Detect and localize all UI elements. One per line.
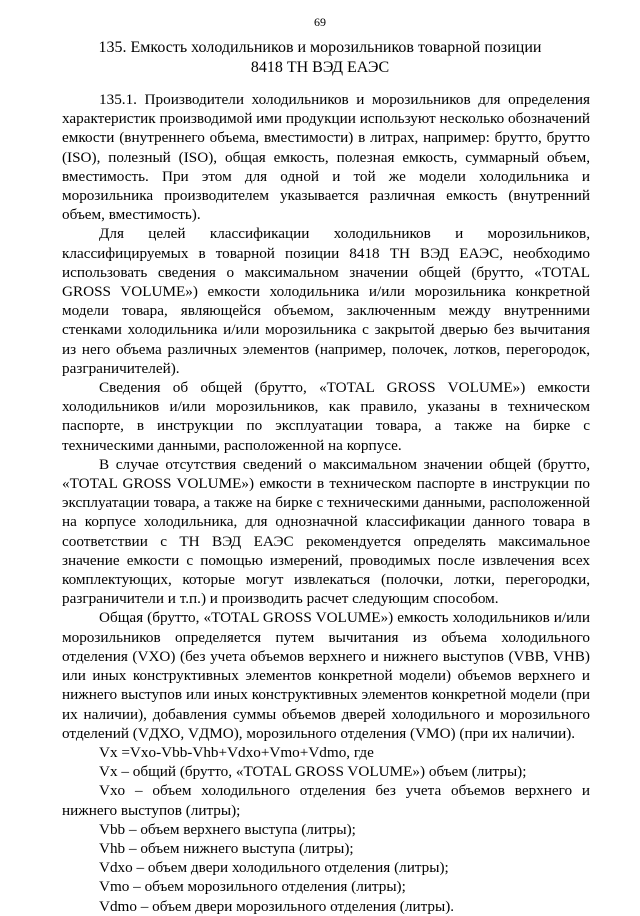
paragraph: Общая (брутто, «TOTAL GROSS VOLUME») емкость холодильников и/или морозильников определяется путем вычитания из объема холодильного отделения (VXO) (без учета объемов верхнего и нижнего выступов (VBB, VHB) или иных конструктивных элементов конкретной модели) объемов верхнего и нижнего выступов или иных конструктивных элементов конкретной модели (при их наличии), добавления суммы объемов дверей холодильного и морозильного отделений (VДХО, VДМО), морозильного отделения (VMO) (при их наличии).: [62, 609, 590, 742]
formula-line: Vdxo – объем двери холодильного отделения (литры);: [99, 859, 449, 877]
paragraph: 135.1. Производители холодильников и морозильников для определения характеристик производимой ими продукции используют несколько обозначений емкости (внутреннего объема, вместимости) в литрах, например: брутто, брутто (ISO), полезный (ISO), общая емкость, полезная емкость, суммарный объем, вместимость. При этом для одной и той же модели холодильника и морозильника производителем указывается различная емкость (внутренний объем, вместимость).: [62, 91, 590, 224]
document-body: [62, 90, 590, 916]
section-heading-line-1: 135. Емкость холодильников и морозильников товарной позиции: [98, 39, 542, 56]
page-number: 69: [314, 15, 326, 29]
paragraph: Сведения об общей (брутто, «TOTAL GROSS VOLUME») емкости холодильников и/или морозильников, как правило, указаны в техническом паспорте, в инструкции по эксплуатации товара, а также на бирке с техническими данными, расположенной на корпусе.: [62, 379, 590, 454]
paragraph: В случае отсутствия сведений о максимальном значении общей (брутто, «TOTAL GROSS VOLUME») емкости в техническом паспорте в инструкции по эксплуатации товара, а также на бирке с техническими данными, расположенной на корпусе холодильника, для однозначной классификации данного товара в соответствии с ТН ВЭД ЕАЭС рекомендуется определять максимальное значение емкости с помощью измерений, проводимых после извлечения всех комплектующих, которые могут извлекаться (полочки, лотки, перегородки, разграничители и т.п.) и производить расчет следующим способом.: [62, 455, 590, 608]
paragraph: Для целей классификации холодильников и морозильников, классифицируемых в товарной позиции 8418 ТН ВЭД ЕАЭС, необходимо использовать сведения о максимальном значении общей (брутто, «TOTAL GROSS VOLUME») емкости холодильника и/или морозильника конкретной модели товара, являющейся объемом, заключенным между внутренними стенками холодильника и/или морозильника с закрытой дверью без вычитания из него объема различных элементов (например, полочек, лотков, перегородок, разграничителей).: [62, 225, 590, 377]
formula-line: Vmo – объем морозильного отделения (литры);: [99, 878, 406, 896]
formula-line: Vhb – объем нижнего выступа (литры);: [99, 839, 354, 857]
formula-line: Vx – общий (брутто, «TOTAL GROSS VOLUME») объем (литры);: [99, 763, 527, 781]
formula-line: Vbb – объем верхнего выступа (литры);: [99, 820, 356, 838]
section-heading-line-2: 8418 ТН ВЭД ЕАЭС: [250, 59, 390, 76]
section-heading: [0, 38, 640, 78]
formula-line: Vx =Vxo-Vbb-Vhb+Vdxo+Vmo+Vdmo, где: [99, 743, 374, 761]
formula-line: Vxo – объем холодильного отделения без учета объемов верхнего и нижнего выступов (литры);: [62, 782, 590, 819]
formula-line: Vdmo – объем двери морозильного отделения (литры).: [99, 897, 455, 915]
